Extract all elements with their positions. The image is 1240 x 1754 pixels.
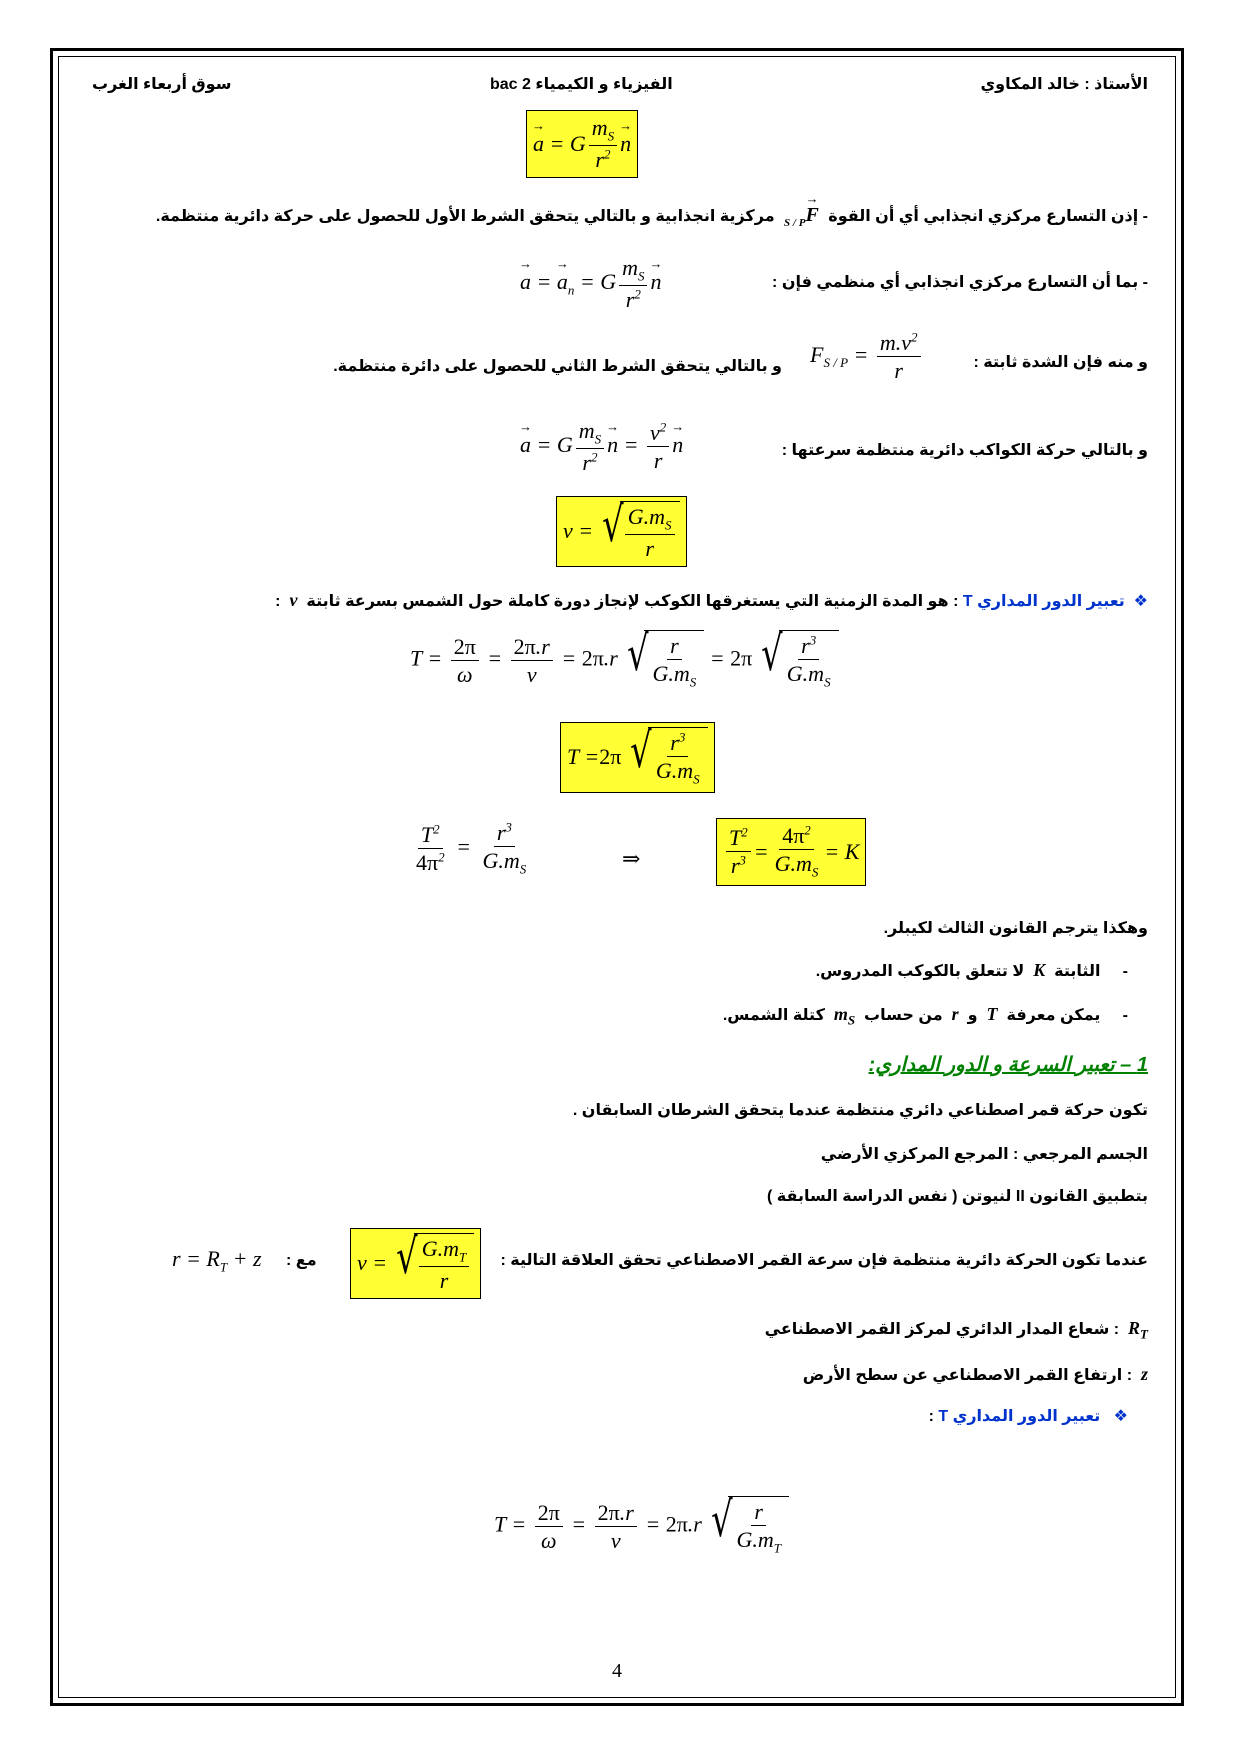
header-teacher: الأستاذ : خالد المكاوي bbox=[980, 76, 1148, 93]
formula-accel-normal: → a = → $a_n = G$ $\frac{m_S}{r^2}$ → n bbox=[520, 255, 661, 313]
text-period-def: ❖ تعبير الدور المداري T : هو المدة الزمنية التي يستغرقها الكوكب لإنجاز دورة كاملة حول الشمس بسرعة ثابتة v : bbox=[275, 590, 1148, 610]
text-s4b: مع : bbox=[286, 1252, 317, 1269]
text-kepler: وهكذا يترجم القانون الثالث لكيبلر. bbox=[883, 920, 1148, 937]
bullet-1-b: لا تتعلق بالكوكب المدروس. bbox=[815, 963, 1025, 980]
formula-sat-period: T = $\frac{2\pi}{\omega}$ = $\frac{2\pi.r}{v}$ = 2π.r √ $\frac{r}{G.m_T}$ bbox=[494, 1496, 789, 1557]
bullet-2-c: من حساب bbox=[864, 1007, 943, 1024]
text-s3: بتطبيق القانون II لنيوتن ( نفس الدراسة السابقة ) bbox=[767, 1188, 1148, 1205]
text-line-1 bbox=[156, 204, 1148, 229]
formula-force: → $F_{S / P}$ bbox=[779, 204, 824, 226]
bullet-1-a: الثابتة bbox=[1054, 963, 1101, 980]
text-line-1b: مركزية انجذابية و بالتالي يتحقق الشرط الأول للحصول على حركة دائرية منتظمة. bbox=[155, 208, 775, 225]
text-line-3b: و بالتالي يتحقق الشرط الثاني للحصول على دائرة منتظمة. bbox=[333, 358, 782, 375]
header-subject: الفيزياء و الكيمياء 2 bac bbox=[490, 76, 673, 93]
text-line-4: و بالتالي حركة الكواكب دائرية منتظمة سرعتها : bbox=[781, 442, 1148, 459]
formula-accel-velocity: → a = G $\frac{m_S}{r^2}$ → n = $\frac{v^2}{r}$ → n bbox=[520, 418, 683, 476]
text-s1: تكون حركة قمر اصطناعي دائري منتظمة عندما يتحقق الشرطان السابقان . bbox=[572, 1102, 1148, 1119]
z-def-text: : ارتفاع القمر الاصطناعي عن سطح الأرض bbox=[802, 1367, 1133, 1384]
section-title: 1 – تعبير السرعة و الدور المداري: bbox=[868, 1054, 1148, 1076]
text-line-1a: - إذن التسارع مركزي انجذابي أي أن القوة bbox=[828, 208, 1148, 225]
period-def-text: : هو المدة الزمنية التي يستغرقها الكوكب لإنجاز دورة كاملة حول الشمس بسرعة ثابتة bbox=[306, 593, 959, 610]
bullet-2: - يمكن معرفة T و r من حساب $m_S$ كتلة الشمس. bbox=[722, 1004, 1128, 1028]
diamond-bullet-icon: ❖ bbox=[1113, 1408, 1128, 1425]
header-school: سوق أربعاء الغرب bbox=[92, 76, 232, 93]
implies-icon: ⇒ bbox=[622, 846, 641, 871]
text-rt-def: $R_T$ : شعاع المدار الدائري لمركز القمر الاصطناعي bbox=[764, 1318, 1148, 1342]
formula-force-magnitude: $F_{S / P}$ = $\frac{m.v^2}{r}$ bbox=[810, 330, 924, 384]
period-label: تعبير الدور المداري T bbox=[962, 593, 1125, 610]
bullet-1: - الثابتة K لا تتعلق بالكوكب المدروس. bbox=[815, 960, 1128, 980]
text-line-2: - بما أن التسارع مركزي انجذابي أي منظمي فإن : bbox=[772, 274, 1148, 291]
diamond-bullet-icon: ❖ bbox=[1133, 593, 1148, 610]
text-s2: الجسم المرجعي : المرجع المركزي الأرضي bbox=[820, 1146, 1148, 1163]
text-s4: عندما تكون الحركة دائرية منتظمة فإن سرعة القمر الاصطناعي تحقق العلاقة التالية : bbox=[500, 1252, 1148, 1269]
text-period-label-2 bbox=[929, 1406, 1128, 1426]
colon-2: : bbox=[928, 1408, 934, 1425]
rt-def-text: : شعاع المدار الدائري لمركز القمر الاصطناعي bbox=[764, 1321, 1120, 1338]
formula-velocity-box: v = √ $\frac{G.m_S}{r}$ bbox=[556, 496, 687, 567]
formula-sat-velocity-box: v = √ $\frac{G.m_T}{r}$ bbox=[350, 1228, 481, 1299]
bullet-2-b: و bbox=[967, 1007, 978, 1024]
formula-kepler-box: $\frac{T^2}{r^3}$ = $\frac{4\pi^2}{G.m_S}$ = K bbox=[716, 818, 866, 886]
formula-period-box: T = 2π √ $\frac{r^3}{G.m_S}$ bbox=[560, 722, 715, 793]
period-label-2: تعبير الدور المداري T bbox=[938, 1408, 1101, 1425]
formula-radius: $r = R_T + z$ bbox=[172, 1246, 262, 1275]
page-number: 4 bbox=[612, 1660, 622, 1682]
formula-period-derivation: T = $\frac{2\pi}{\omega}$ = $\frac{2\pi.r}{v}$ = 2π.r √ $\frac{r}{G.m_S}$ = 2π √ $\frac{r^3}{G.m_S}$ bbox=[410, 630, 839, 691]
formula-accel-box: → a = G $\frac{m_S}{r^2}$ → n bbox=[526, 110, 638, 178]
bullet-2-a: يمكن معرفة bbox=[1006, 1007, 1101, 1024]
text-z-def: z : ارتفاع القمر الاصطناعي عن سطح الأرض bbox=[802, 1364, 1148, 1384]
text-line-3a: و منه فإن الشدة ثابتة : bbox=[973, 354, 1148, 371]
bullet-2-d: كتلة الشمس. bbox=[722, 1007, 825, 1024]
formula-kepler-step: $\frac{T^2}{4\pi^2}$ = $\frac{r^3}{G.m_S}$ bbox=[416, 819, 527, 877]
colon: : bbox=[275, 593, 281, 610]
